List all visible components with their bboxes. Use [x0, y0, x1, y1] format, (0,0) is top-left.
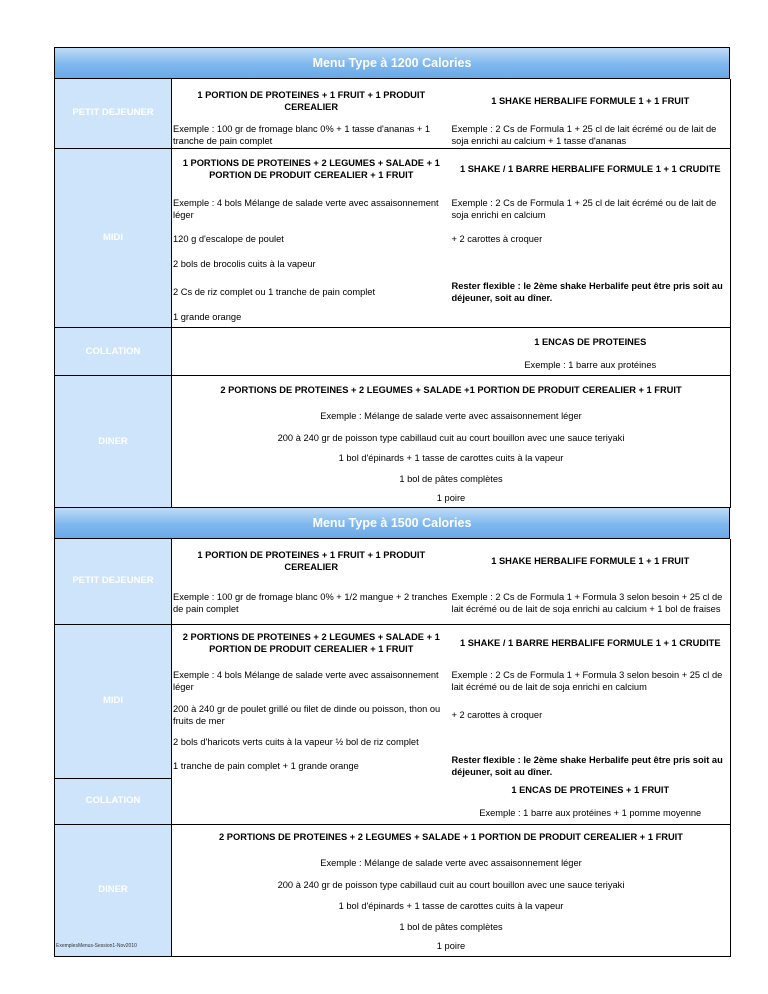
breakfast-left-heading: 1 PORTION DE PROTEINES + 1 FRUIT + 1 PRODUIT CEREALIER — [197, 550, 426, 572]
lunch-flex-note: Rester flexible : le 2ème shake Herbalife peut être pris soit au déjeuner, soit au dîner. — [451, 754, 731, 778]
menu1-table — [54, 79, 731, 508]
menu-sheet — [54, 47, 730, 957]
meal-label-petit-dejeuner: PETIT DEJEUNER — [55, 79, 172, 148]
meal-label-midi: MIDI — [55, 148, 172, 328]
breakfast-right-heading: 1 SHAKE HERBALIFE FORMULE 1 + 1 FRUIT — [451, 79, 731, 123]
lunch-left-line: 120 g d'escalope de poulet — [173, 234, 284, 244]
dinner-line: 1 bol d'épinards + 1 tasse de carottes cuits à la vapeur — [172, 448, 731, 469]
dinner-line: 1 bol de pâtes complètes — [172, 469, 731, 489]
menu2-table — [54, 539, 731, 957]
breakfast-left-example: Exemple : 100 gr de fromage blanc 0% + 1 tasse d'ananas + 1 tranche de pain complet — [172, 123, 451, 148]
snack-example: Exemple : 1 barre aux protéines — [451, 356, 731, 376]
lunch-left-heading: 1 PORTIONS DE PROTEINES + 2 LEGUMES + SALADE + 1 PORTION DE PRODUIT CEREALIER + 1 FRUIT — [182, 158, 440, 181]
snack-heading: 1 ENCAS DE PROTEINES — [451, 328, 731, 356]
breakfast-left-example: Exemple : 100 gr de fromage blanc 0% + 1/2 mangue + 2 tranches de pain complet — [172, 583, 451, 624]
menu2-title: Menu Type à 1500 Calories — [54, 508, 730, 539]
lunch-left-line: 1 tranche de pain complet + 1 grande orange — [173, 761, 359, 771]
lunch-left-line: 2 bols d'haricots verts cuits à la vapeur ½ bol de riz complet — [173, 737, 419, 747]
lunch-right-heading: 1 SHAKE / 1 BARRE HERBALIFE FORMULE 1 + 1 CRUDITE — [451, 624, 731, 662]
dinner-heading: 2 PORTIONS DE PROTEINES + 2 LEGUMES + SALADE + 1 PORTION DE PRODUIT CEREALIER + 1 FRUIT — [172, 824, 731, 850]
lunch-right-line: + 2 carottes à croquer — [451, 228, 731, 250]
lunch-left-line: 1 grande orange — [172, 307, 451, 327]
lunch-flex-note: Rester flexible : le 2ème shake Herbalife peut être pris soit au déjeuner, soit au dîner. — [451, 277, 731, 307]
dinner-line: 1 bol d'épinards + 1 tasse de carottes cuits à la vapeur — [172, 895, 731, 916]
lunch-right-line: + 2 carottes à croquer — [451, 700, 731, 730]
snack-example: Exemple : 1 barre aux protéines + 1 pomme moyenne — [451, 802, 731, 824]
dinner-line: 1 bol de pâtes complètes — [172, 916, 731, 937]
dinner-line: 200 à 240 gr de poisson type cabillaud cuit au court bouillon avec une sauce teriyaki — [172, 428, 731, 448]
dinner-line: 200 à 240 gr de poisson type cabillaud cuit au court bouillon avec une sauce teriyaki — [172, 875, 731, 895]
breakfast-right-example: Exemple : 2 Cs de Formula 1 + Formula 3 selon besoin + 25 cl de lait écrémé ou de lait de soja enrichi au calcium + 1 bol de fraises — [451, 583, 731, 624]
dinner-line: Exemple : Mélange de salade verte avec assaisonnement léger — [172, 404, 731, 428]
dinner-line: Exemple : Mélange de salade verte avec assaisonnement léger — [172, 850, 731, 875]
lunch-right-heading: 1 SHAKE / 1 BARRE HERBALIFE FORMULE 1 + 1 CRUDITE — [451, 148, 731, 190]
breakfast-right-example: Exemple : 2 Cs de Formula 1 + 25 cl de lait écrémé ou de lait de soja enrichi au calcium + 1 tasse d'ananas — [451, 123, 731, 148]
meal-label-midi: MIDI — [55, 624, 172, 778]
breakfast-right-heading: 1 SHAKE HERBALIFE FORMULE 1 + 1 FRUIT — [451, 539, 731, 583]
meal-label-petit-dejeuner: PETIT DEJEUNER — [55, 539, 172, 624]
lunch-left-line: 200 à 240 gr de poulet grillé ou filet de dinde ou poisson, thon ou fruits de mer — [173, 704, 441, 726]
lunch-left-line: 2 Cs de riz complet ou 1 tranche de pain complet — [173, 287, 376, 297]
lunch-left-line: Exemple : 4 bols Mélange de salade verte avec assaisonnement léger — [173, 198, 439, 220]
snack-heading: 1 ENCAS DE PROTEINES + 1 FRUIT — [451, 778, 731, 802]
meal-label-collation: COLLATION — [55, 778, 172, 824]
lunch-left-heading: 2 PORTIONS DE PROTEINES + 2 LEGUMES + SALADE + 1 PORTION DE PRODUIT CEREALIER + 1 FRUIT — [182, 632, 440, 655]
lunch-left-line: 2 bols de brocolis cuits à la vapeur — [173, 258, 316, 269]
breakfast-left-heading: 1 PORTION DE PROTEINES + 1 FRUIT + 1 PRODUIT CEREALIER — [197, 90, 426, 112]
menu1-title: Menu Type à 1200 Calories — [54, 47, 730, 79]
lunch-right-line: Exemple : 2 Cs de Formula 1 + Formula 3 selon besoin + 25 cl de lait écrémé ou de lait de soja enrichi en calcium — [451, 662, 731, 700]
lunch-left-line: Exemple : 4 bols Mélange de salade verte avec assaisonnement léger — [173, 670, 439, 692]
meal-label-collation: COLLATION — [55, 328, 172, 376]
footer-filename: ExemplesMenus-Session1-Nov2010 — [56, 943, 137, 949]
dinner-line: 1 poire — [172, 489, 731, 508]
meal-label-diner: DINER — [55, 376, 172, 508]
meal-label-diner: DINER — [55, 824, 172, 956]
dinner-line: 1 poire — [172, 937, 731, 956]
dinner-heading: 2 PORTIONS DE PROTEINES + 2 LEGUMES + SALADE +1 PORTION DE PRODUIT CEREALIER + 1 FRUIT — [172, 376, 731, 404]
lunch-right-line: Exemple : 2 Cs de Formula 1 + 25 cl de lait écrémé ou de lait de soja enrichi en calcium — [451, 190, 731, 228]
